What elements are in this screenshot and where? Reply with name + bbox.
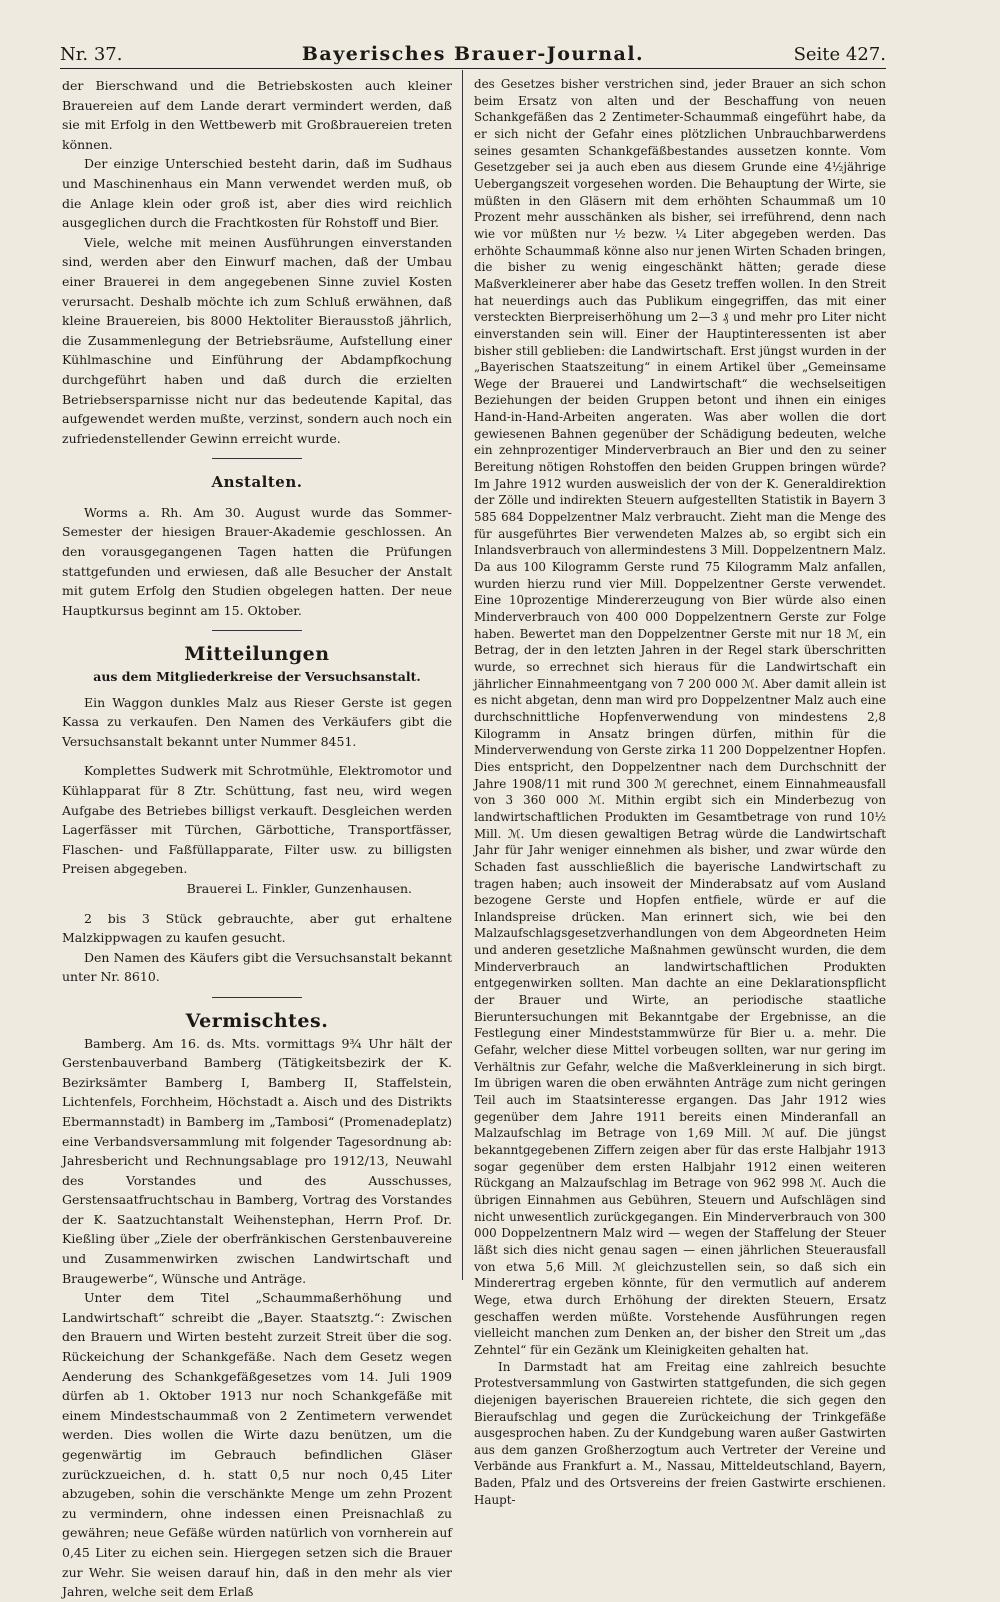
left-column bbox=[62, 76, 452, 1600]
issue-number: Nr. 37. bbox=[60, 44, 123, 65]
right-column bbox=[474, 76, 886, 1507]
paragraph: Viele, welche mit meinen Ausführungen einverstanden sind, werden aber den Einwurf machen, daß der Umbau einer Brauerei in dem angegebenen Sinne zuviel Kosten verursacht. Deshalb möchte ich zum Schluß erwähnen, daß kleine Brauereien, bis 8000 Hektoliter Bierausstoß jährlich, die Zusammenlegung der Betriebsräume, Aufstellung einer Kühlmaschine und Einführung der Abdampfkochung durchgeführt haben und daß durch die erzielten Betriebsersparnisse nicht nur das bedeutende Kapital, das aufgewendet werden mußte, verzinst, sondern auch noch ein zufriedenstellender Gewinn erreicht wurde. bbox=[62, 234, 452, 446]
page-header bbox=[60, 40, 886, 70]
notice: Den Namen des Käufers gibt die Versuchsanstalt bekannt unter Nr. 8610. bbox=[62, 949, 452, 985]
notice: 2 bis 3 Stück gebrauchte, aber gut erhaltene Malzkippwagen zu kaufen gesucht. bbox=[62, 910, 452, 946]
section-heading-anstalten: Anstalten. bbox=[211, 473, 303, 492]
section-subheading: aus dem Mitgliederkreise der Versuchsanstalt. bbox=[93, 669, 421, 685]
paragraph: Bamberg. Am 16. ds. Mts. vormittags 9¾ Uhr hält der Gerstenbauverband Bamberg (Tätigkeitsbezirk der K. Bezirksämter Bamberg I, Bamberg II, Staffelstein, Lichtenfels, Forchheim, Höchstadt a. Aisch und des Distrikts Ebermannstadt) in Bamberg im „Tambosi“ (Promenadeplatz) eine Verbandsversammlung mit folgender Tagesordnung ab: Jahresbericht und Rechnungsablage pro 1912/13, Neuwahl des Vorstandes und des Ausschusses, Gerstensaatfruchtschau in Bamberg, Vortrag des Vorstandes der K. Saatzuchtanstalt Weihenstephan, Herrn Prof. Dr. Kießling über „Ziele der oberfränkischen Gerstenbauvereine und Zusammenwirken zwischen Landwirtschaft und Braugewerbe“, Wünsche und Anträge. bbox=[62, 1035, 452, 1286]
page-number: Seite 427. bbox=[793, 44, 886, 65]
section-rule bbox=[212, 458, 302, 459]
paragraph: Worms a. Rh. Am 30. August wurde das Sommer-Semester der hiesigen Brauer-Akademie geschlossen. An den vorausgegangenen Tagen hatten die Prüfungen stattgefunden und erwiesen, daß alle Besucher der Anstalt mit gutem Erfolg den Studien obgelegen hatten. Der neue Hauptkursus beginnt am 15. Oktober. bbox=[62, 504, 452, 618]
section-rule bbox=[212, 630, 302, 631]
notice-signature: Brauerei L. Finkler, Gunzenhausen. bbox=[186, 880, 412, 896]
section-heading-vermischtes: Vermischtes. bbox=[185, 1009, 329, 1032]
intro-paragraph: der Bierschwand und die Betriebskosten auch kleiner Brauereien auf dem Lande derart vermindert werden, daß sie mit Erfolg in den Wettbewerb mit Großbrauereien treten können. bbox=[62, 78, 452, 152]
paragraph: In Darmstadt hat am Freitag eine zahlreich besuchte Protestversammlung von Gastwirten stattgefunden, die sich gegen diejenigen bayerischen Brauereien richtete, die sich gegen den Bieraufschlag und gegen die Zurückeichung der Trinkgefäße ausgesprochen haben. Zu der Kundgebung waren außer Gastwirten aus dem ganzen Großherzogtum auch Vertreter der Vereine und Verbände aus Frankfurt a. M., Nassau, Mitteldeutschland, Bayern, Baden, Pfalz und des Ortsvereins der freien Gastwirte erschienen. Haupt- bbox=[474, 1359, 886, 1507]
section-rule bbox=[212, 997, 302, 998]
notice: Ein Waggon dunkles Malz aus Rieser Gerste ist gegen Kassa zu verkaufen. Den Namen des Verkäufers gibt die Versuchsanstalt bekannt unter Nummer 8451. bbox=[62, 694, 452, 749]
paragraph: Der einzige Unterschied besteht darin, daß im Sudhaus und Maschinenhaus ein Mann verwendet werden muß, ob die Anlage klein oder groß ist, aber dies wird reichlich ausgeglichen durch die Frachtkosten für Rohstoff und Bier. bbox=[62, 156, 452, 231]
header-rule bbox=[60, 68, 886, 69]
notice: Komplettes Sudwerk mit Schrotmühle, Elektromotor und Kühlapparat für 8 Ztr. Schüttung, fast neu, wird wegen Aufgabe des Betriebes billigst verkauft. Desgleichen werden Lagerfässer mit Türchen, Gärbottiche, Transportfässer, Flaschen- und Faßfüllapparate, Filter usw. zu billigsten Preisen abgegeben. bbox=[62, 763, 452, 877]
paragraph: Unter dem Titel „Schaummaßerhöhung und Landwirtschaft“ schreibt die „Bayer. Staatsztg.“: Zwischen den Brauern und Wirten besteht zurzeit Streit über die sog. Rückeichung der Schankgefäße. Nach dem Gesetz wegen Aenderung des Schankgefäßgesetzes vom 14. Juli 1909 dürfen ab 1. Oktober 1913 nur noch Schankgefäße mit einem Mindestschaummaß von 2 Zentimetern verwendet werden. Dies wollen die Wirte dazu benützen, um die gegenwärtig im Gebrauch befindlichen Gläser zurückzueichen, d. h. statt 0,5 nur noch 0,45 Liter abzugeben, sohin die verschänkte Menge um zehn Prozent zu vermindern, ohne indessen einen Preisnachlaß zu gewähren; neue Gefäße würden natürlich von vornherein auf 0,45 Liter zu eichen sein. Hiergegen setzen sich die Brauer zur Wehr. Sie weisen darauf hin, daß in den mehr als vier Jahren, welche seit dem Erlaß bbox=[62, 1290, 452, 1600]
paragraph: des Gesetzes bisher verstrichen sind, jeder Brauer an sich schon beim Ersatz von alten und der Beschaffung von neuen Schankgefäßen das 2 Zentimeter-Schaummaß eingeführt habe, da er sich nicht der Gefahr eines plötzlichen Unbrauchbarwerdens seines gesamten Schankgefäßbestandes aussetzen konnte. Vom Gesetzgeber sei ja auch eben aus diesem Grunde eine 4½jährige Uebergangszeit vorgesehen worden. Die Behauptung der Wirte, sie müßten in den Gläsern mit dem erhöhten Schaummaß um 10 Prozent mehr ausschänken als bisher, sei irreführend, denn nach wie vor müßten nur ½ bezw. ¼ Liter abgegeben werden. Das erhöhte Schaummaß könne also nur jenen Wirten Schaden bringen, die bisher zu wenig eingeschänkt hätten; gerade diese Maßverkleinerer aber habe das Gesetz treffen wollen. In den Streit hat neuerdings auch das Publikum eingegriffen, das mit einer versteckten Bierpreiserhöhung um 2—3 ₰ und mehr pro Liter nicht einverstanden sein will. Einer der Hauptinteressenten ist aber bisher still geblieben: die Landwirtschaft. Erst jüngst wurden in der „Bayerischen Staatszeitung“ in einem Artikel über „Gemeinsame Wege der Brauerei und Landwirtschaft“ die wechselseitigen Beziehungen der beiden Gruppen betont und ihnen ein einiges Hand-in-Hand-Arbeiten angeraten. Was aber wollen die dort gewiesenen Bahnen gegenüber der Schädigung bedeuten, welche ein zehnprozentiger Minderverbrauch an Bier und den zu seiner Bereitung nötigen Rohstoffen den beiden Gruppen bringen würde? Im Jahre 1912 wurden ausweislich der von der K. Generaldirektion der Zölle und indirekten Steuern aufgestellten Statistik in Bayern 3 585 684 Doppelzentner Malz verbraucht. Zieht man die Menge des für ausgeführtes Bier verwendeten Malzes ab, so ergibt sich ein Inlandsverbrauch von allermindestens 3 Mill. Doppelzentnern Malz. Da aus 100 Kilogramm Gerste rund 75 Kilogramm Malz anfallen, wurden hierzu rund vier Mill. Doppelzentner Gerste verwendet. Eine 10prozentige Mindererzeugung von Bier würde also einen Minderverbrauch von 400 000 Doppelzentnern Gerste zur Folge haben. Bewertet man den Doppelzentner Gerste mit nur 18 ℳ, ein Betrag, der in den letzten Jahren in der Regel stark überschritten wurde, so errechnet sich hieraus für die Landwirtschaft ein jährlicher Einnahmeentgang von 7 200 000 ℳ. Aber damit allein ist es nicht abgetan, denn man wird pro Doppelzentner Malz auch eine durchschnittliche Hopfenverwendung von mindestens 2,8 Kilogramm in Ansatz bringen dürfen, mithin für die Minderverwendung von Gerste zirka 11 200 Doppelzentner Hopfen. Dies entspricht, den Doppelzentner nach dem Durchschnitt der Jahre 1908/11 mit rund 300 ℳ gerechnet, einem Einnahmeausfall von 3 360 000 ℳ. Mithin ergibt sich ein Minderbezug von landwirtschaftlichen Produkten im Gesamtbetrage von rund 10½ Mill. ℳ. Um diesen gewaltigen Betrag würde die Landwirtschaft Jahr für Jahr weniger einnehmen als bisher, und zwar würde den Schaden fast ausschließlich die bayerische Landwirtschaft zu tragen haben; auch insoweit der Minderabsatz auf vom Ausland bezogene Gerste und Hopfen entfiele, würde er auf die Inlandspreise drücken. Man erinnert sich, wie bei den Malzaufschlagsgesetzverhandlungen von dem Abgeordneten Heim und anderen gesetzliche Maßnahmen gewünscht wurden, die dem Minderverbrauch an landwirtschaftlichen Produkten entgegenwirken sollten. Man dachte an eine Deklarationspflicht der Brauer und Wirte, an periodische staatliche Bieruntersuchungen mit Bekanntgabe der Ergebnisse, an die Festlegung einer Mindeststammwürze für Bier u. a. mehr. Die Gefahr, welcher diese Mittel vorbeugen sollten, war nur gering im Verhältnis zur Gefahr, welche die Maßverkleinerung in sich birgt. Im übrigen waren die oben erwähnten Anträge zum nicht geringen Teil auch im Staatsinteresse ergangen. Das Jahr 1912 wies gegenüber dem Jahre 1911 bereits einen Minderanfall an Malzaufschlag im Betrage von 1,69 Mill. ℳ auf. Die jüngst bekanntgegebenen Ziffern zeigen aber für das erste Halbjahr 1913 sogar gegenüber dem ersten Halbjahr 1912 einen weiteren Rückgang an Malzaufschlag im Betrage von 962 998 ℳ. Auch die übrigen Einnahmen aus Gebühren, Steuern und Aufschlägen sind nicht unwesentlich zurückgegangen. Ein Minderverbrauch von 300 000 Doppelzentnern Malz wird — wegen der Staffelung der Steuer läßt sich dies nicht genau sagen — einen jährlichen Steuerausfall von etwa 5,6 Mill. ℳ gleichzustellen sein, so daß sich ein Minderertrag ergeben könnte, für den vermutlich auf anderem Wege, etwa durch Erhöhung der direkten Steuern, Ersatz geschaffen werden müßte. Vorstehende Ausführungen regen vielleicht manchen zum Denken an, der bisher den Streit um „das Zehntel“ für ein Gezänk um Kleinigkeiten gehalten hat. bbox=[474, 77, 886, 1357]
journal-title: Bayerisches Brauer-Journal. bbox=[301, 43, 645, 65]
section-heading-mitteilungen: Mitteilungen bbox=[184, 643, 330, 666]
column-divider bbox=[462, 70, 463, 1280]
